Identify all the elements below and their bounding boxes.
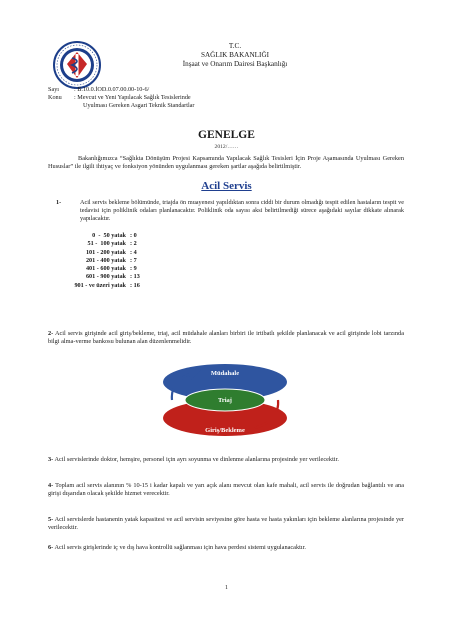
item-1-text: Acil servis bekleme bölümünde, triajda ön muayenesi yapıldıktan sonra ciddi bir durum olmadığı tespit edilen hastaların tespit ve tedavisi için poliklinik odaları planlanacaktır. Poliklinik oda sayısı aksi belirtilmediği sürece aşağıdaki sayılar dikkate alınarak yapılacaktır. xyxy=(80,199,404,223)
item-5-text: Acil servislerde hastanenin yatak kapasitesi ve acil servisin seviyesine göre hasta ve hasta yakınları için bekleme alanlarına projesinde yer verilecektir. xyxy=(48,516,404,532)
bed-row: 901 - ve üzeri yatak : 16 xyxy=(74,281,140,289)
ministry-seal-icon xyxy=(52,40,102,90)
item-1 xyxy=(56,199,404,223)
document-title: GENELGE xyxy=(198,129,255,141)
item-1-number: 1- xyxy=(56,199,62,206)
flow-diagram xyxy=(150,360,300,440)
page-number: 1 xyxy=(225,585,228,591)
diagram-label-triaj: Triaj xyxy=(218,397,232,404)
item-4 xyxy=(48,482,404,498)
item-3-number: 3- xyxy=(48,456,54,463)
bed-count-table xyxy=(60,232,140,290)
document-date: 2012/…… xyxy=(214,144,239,150)
bed-row: 51 - 100 yatak : 2 xyxy=(87,240,137,248)
item-3-text: Acil servislerinde doktor, hemşire, personel için ayrı soyunma ve dinlenme alanlarına projesinde yer verilecektir. xyxy=(54,456,339,463)
item-5 xyxy=(48,516,404,532)
flow-diagram-svg xyxy=(150,360,300,440)
diagram-label-giris: Giriş/Bekleme xyxy=(205,427,245,434)
item-5-number: 5- xyxy=(48,516,54,523)
item-6-text: Acil servis girişlerinde iç ve dış hava kontrollü sağlanması için hava perdesi sistemi uygulanacaktır. xyxy=(54,544,306,551)
section-title: Acil Servis xyxy=(201,180,252,192)
item-3 xyxy=(48,456,404,464)
item-4-text: Toplam acil servis alanının % 10-15 i kadar kapalı ve yarı açık alanı mevcut olan kafe mahali, acil servis ile doğrudan bağlantılı ve ana girişi dışarıdan olacak şekilde hizmet verecektir. xyxy=(48,482,404,498)
header-tc: T.C. xyxy=(228,42,242,50)
bed-row: 0 - 50 yatak : 0 xyxy=(92,232,137,239)
item-4-number: 4- xyxy=(48,482,54,489)
meta-konu-line2: Uyulması Gereken Asgari Teknik Standartlar xyxy=(83,102,195,109)
bed-row: 601 - 900 yatak : 13 xyxy=(85,273,140,281)
header-ministry: SAĞLIK BAKANLIĞI xyxy=(200,51,270,59)
meta-sayi: Sayı : B.10.0.İOD.0.07.00.00-10-6/ xyxy=(48,86,150,93)
item-6-number: 6- xyxy=(48,544,54,551)
diagram-label-mudahale: Müdahale xyxy=(210,370,240,377)
bed-row: 201 - 400 yatak : 7 xyxy=(85,256,137,264)
item-2-number: 2- xyxy=(48,330,54,337)
header-block xyxy=(150,42,320,69)
header-department: İnşaat ve Onarım Dairesi Başkanlığı xyxy=(182,60,288,68)
item-2 xyxy=(48,330,404,346)
intro-paragraph: Bakanlığımızca “Sağlıkta Dönüşüm Projesi Kapsamında Yapılacak Sağlık Tesisleri İçin Proje Aşamasında Uyulması Gereken Hususlar” ile ilgili ihtiyaç ve fonksiyon yönünden uygulanması gereken şartlar aşağıda belirtilmiştir. xyxy=(48,155,404,171)
item-6 xyxy=(48,544,404,552)
bed-row: 401 - 600 yatak : 9 xyxy=(85,265,137,273)
item-2-text: Acil servis girişinde acil giriş/bekleme, triaj, acil müdahale alanları birbiri ile irtibatlı şekilde planlanacak ve acil girişinde lobi tarzında bilgi alma-verme bankosu bulunan alan düzenlenmelidir. xyxy=(48,330,404,346)
meta-konu: Konu : Mevcut ve Yeni Yapılacak Sağlık Tesislerinde xyxy=(48,94,191,101)
bed-row: 101 - 200 yatak : 4 xyxy=(85,248,137,256)
document-meta xyxy=(48,86,195,110)
ministry-logo xyxy=(52,40,102,90)
